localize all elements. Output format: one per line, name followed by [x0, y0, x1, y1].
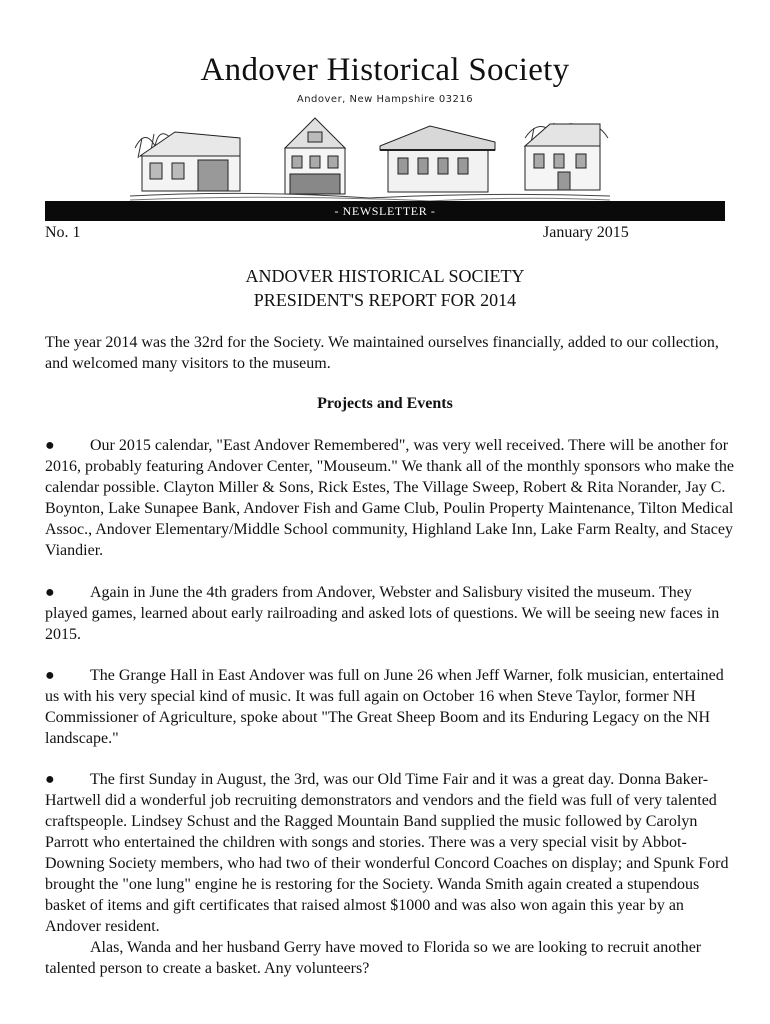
- barn-left: [140, 132, 240, 191]
- paragraph-text: The Grange Hall in East Andover was full on June 26 when Jeff Warner, folk musician, entertained us with his very special kind of music. It was full again on October 16 when Steve Taylor, former NH Commissioner of Agriculture, spoke about "The Great Sheep Boom and its Enduring Legacy on the NH landscape.": [45, 667, 724, 747]
- masthead-title: Andover Historical Society: [200, 52, 570, 88]
- issue-number: No. 1: [45, 224, 81, 241]
- paragraph-text: The first Sunday in August, the 3rd, was our Old Time Fair and it was a great day. Donna Baker-Hartwell did a wonderful job recruiting demonstrators and vendors and the field was full of very talented craftspeople. Lindsey Schust and the Ragged Mountain Band supplied the music followed by Carolyn Parrott who entertained the children with songs and stories. There was a very special visit by Abbot-Downing Society members, who had two of their wonderful Concord Coaches on display; and Spunk Ford brought the "one lung" engine he is restoring for the Society. Wanda Smith again created a stupendous basket of items and gift certificates that raised almost $1000 and was also won again this year by an Andover resident.: [45, 771, 729, 935]
- report-title-line2: PRESIDENT'S REPORT FOR 2014: [253, 290, 517, 310]
- house-right: [525, 124, 600, 190]
- paragraph-grange-hall: [45, 665, 735, 749]
- report-title-line1: ANDOVER HISTORICAL SOCIETY: [245, 266, 525, 286]
- intro-paragraph: The year 2014 was the 32rd for the Society. We maintained ourselves financially, added to our collection, and welcomed many visitors to the museum.: [45, 334, 719, 372]
- paragraph-text: Again in June the 4th graders from Andover, Webster and Salisbury visited the museum. They played games, learned about early railroading and asked lots of questions. We will be seeing new faces in 2015.: [45, 584, 720, 643]
- report-title: [0, 264, 770, 312]
- paragraph-fourth-graders: [45, 582, 735, 645]
- paragraph-old-time-fair: [45, 769, 735, 979]
- closing-text: Alas, Wanda and her husband Gerry have moved to Florida so we are looking to recruit another talented person to create a basket. Any volunteers?: [45, 939, 702, 977]
- newsletter-banner: - NEWSLETTER -: [45, 201, 725, 221]
- paragraph-text: Our 2015 calendar, "East Andover Remembered", was very well received. There will be another for 2016, probably featuring Andover Center, "Mouseum." We thank all of the monthly sponsors who make the calendar possible. Clayton Miller & Sons, Rick Estes, The Village Sweep, Robert & Rita Norander, Jay C. Boynton, Lake Sunapee Bank, Andover Fish and Game Club, Poulin Property Maintenance, Tilton Medical Assoc., Andover Elementary/Middle School community, Highland Lake Inn, Lake Farm Realty, and Stacey Viandier.: [45, 437, 734, 559]
- bullet: ●: [45, 437, 55, 454]
- masthead-subtitle: Andover, New Hampshire 03216: [296, 94, 474, 105]
- bullet: ●: [45, 584, 55, 601]
- section-heading: Projects and Events: [317, 395, 453, 412]
- depot-building: [380, 126, 495, 192]
- paragraph-calendar: [45, 435, 735, 561]
- village-illustration: [130, 108, 610, 202]
- bullet: ●: [45, 771, 55, 788]
- bullet: ●: [45, 667, 55, 684]
- ground-line: [130, 193, 610, 198]
- issue-date: January 2015: [543, 224, 629, 241]
- store-building: [285, 118, 345, 194]
